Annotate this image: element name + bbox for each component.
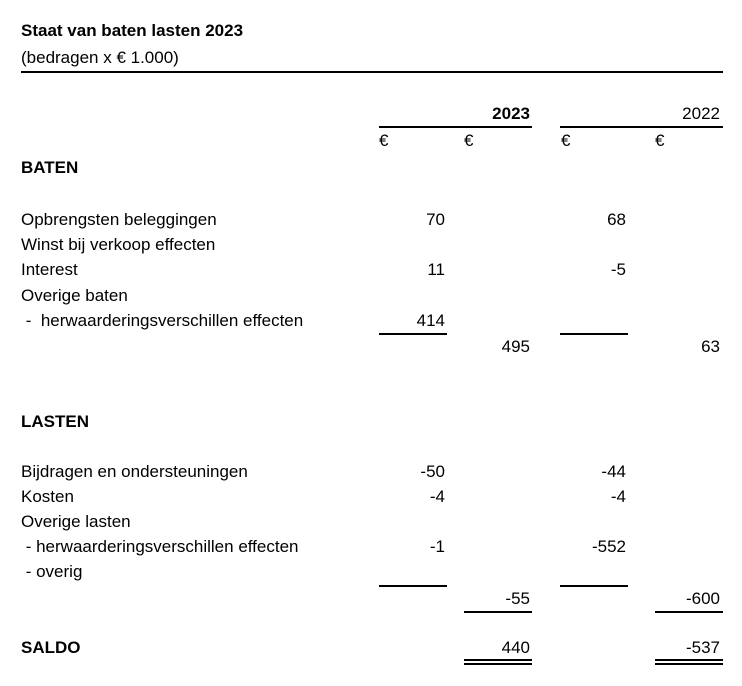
page-subtitle: (bedragen x € 1.000) <box>21 48 179 67</box>
currency-symbol-2023-total: € <box>464 131 474 150</box>
lasten-total-2023: -55 <box>505 589 530 608</box>
row-value-2023: -4 <box>429 487 445 506</box>
row-value-2023: 414 <box>416 311 445 330</box>
baten-total-2022: 63 <box>701 337 720 356</box>
currency-symbol-2023-detail: € <box>379 131 389 150</box>
subtotal-rule-2023 <box>379 333 447 335</box>
saldo-double-rule-2023-upper <box>464 659 532 661</box>
row-value-2022: 68 <box>607 210 626 229</box>
row-value-2023: 70 <box>426 210 445 229</box>
header-rule <box>21 71 723 73</box>
total-rule-2023 <box>464 611 532 613</box>
column-rule-2023 <box>379 126 532 128</box>
row-label: Bijdragen en ondersteuningen <box>21 462 248 481</box>
row-value-2022: -5 <box>610 260 626 279</box>
baten-total-2023: 495 <box>501 337 530 356</box>
row-label: Kosten <box>21 487 74 506</box>
subtotal-rule-2022 <box>560 333 628 335</box>
total-rule-2022 <box>655 611 723 613</box>
row-value-2023: 11 <box>427 260 445 279</box>
row-value-2023: -1 <box>429 537 445 556</box>
row-label: Opbrengsten beleggingen <box>21 210 217 229</box>
section-heading-baten: BATEN <box>21 158 79 177</box>
column-rule-2022 <box>560 126 723 128</box>
lasten-total-2022: -600 <box>685 589 720 608</box>
saldo-double-rule-2022-upper <box>655 659 723 661</box>
currency-symbol-2022-detail: € <box>561 131 571 150</box>
row-label: Overige lasten <box>21 512 131 531</box>
subtotal-rule-2023 <box>379 585 447 587</box>
row-label: - overig <box>21 562 83 581</box>
row-label: - herwaarderingsverschillen effecten <box>21 311 304 330</box>
row-label: Overige baten <box>21 286 128 305</box>
saldo-value-2022: -537 <box>685 638 720 657</box>
row-value-2022: -4 <box>610 487 626 506</box>
section-heading-lasten: LASTEN <box>21 412 89 431</box>
currency-symbol-2022-total: € <box>655 131 665 150</box>
saldo-double-rule-2023-lower <box>464 663 532 665</box>
row-label: Winst bij verkoop effecten <box>21 235 216 254</box>
page-title: Staat van baten lasten 2023 <box>21 21 244 40</box>
row-label: - herwaarderingsverschillen effecten <box>21 537 299 556</box>
saldo-double-rule-2022-lower <box>655 663 723 665</box>
row-label: Interest <box>21 260 78 279</box>
row-value-2023: -50 <box>420 462 445 481</box>
saldo-label: SALDO <box>21 638 81 657</box>
row-value-2022: -552 <box>591 537 626 556</box>
row-value-2022: -44 <box>601 462 626 481</box>
column-header-2023: 2023 <box>492 104 530 123</box>
saldo-value-2023: 440 <box>501 638 530 657</box>
column-header-2022: 2022 <box>682 104 720 123</box>
subtotal-rule-2022 <box>560 585 628 587</box>
